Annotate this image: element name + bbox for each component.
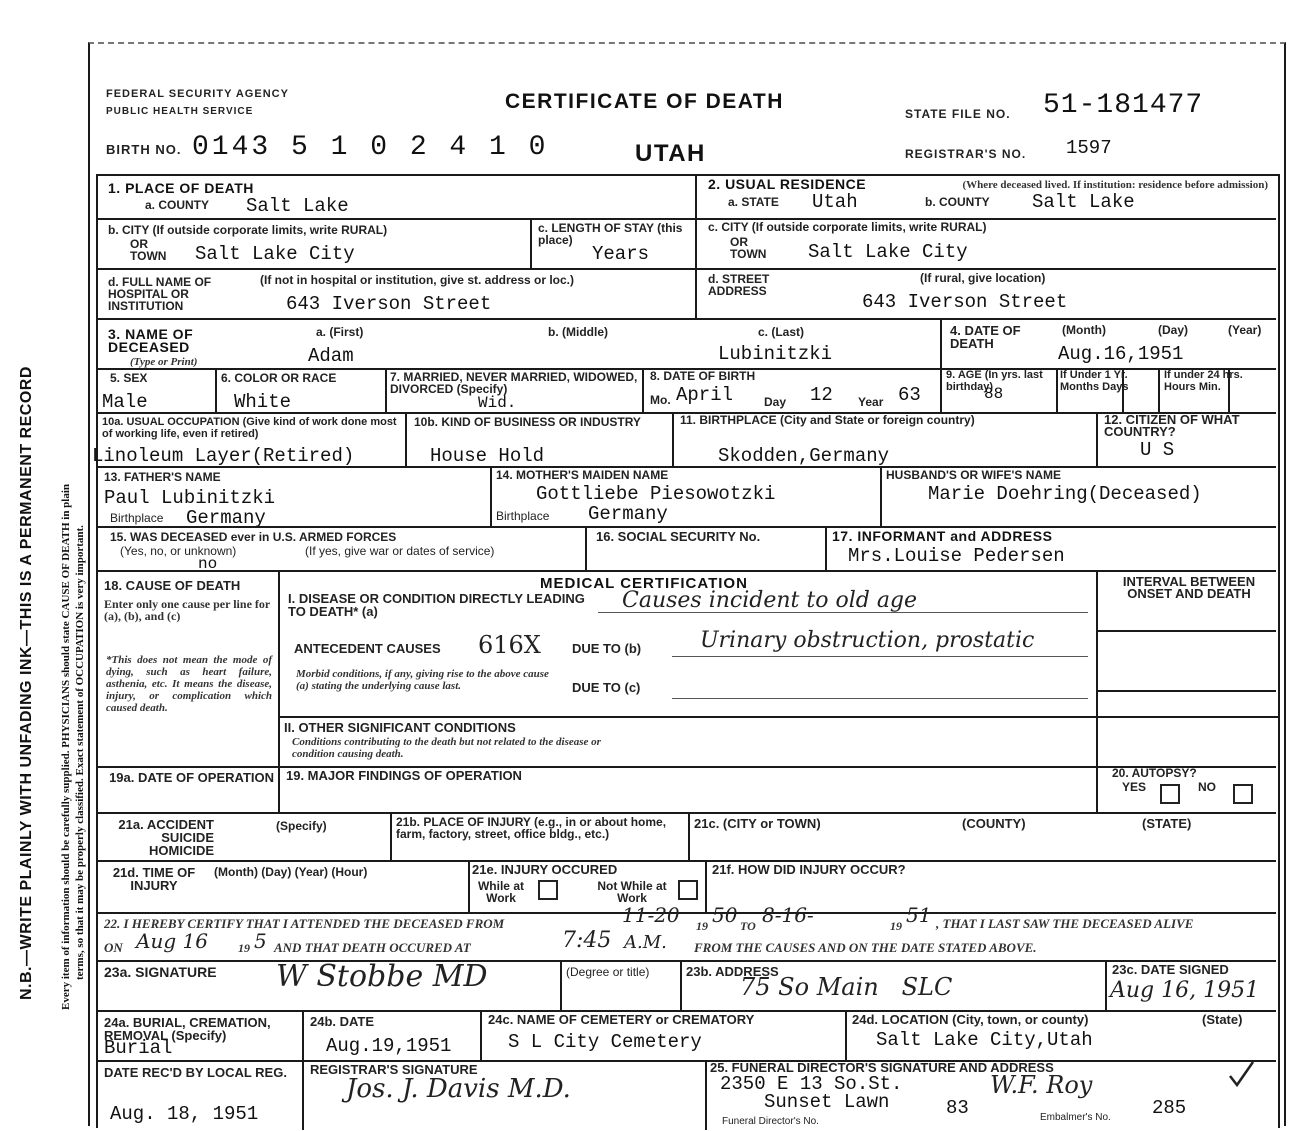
other-conditions-note: Conditions contributing to the death but not related to the disease or condition causing death. <box>292 736 601 760</box>
mother-name: Gottliebe Piesowotzki <box>536 483 776 505</box>
business: House Hold <box>430 445 545 467</box>
due-c-label: DUE TO (c) <box>572 680 641 695</box>
funeral-director-signature: W.F. Roy <box>990 1071 1093 1099</box>
injury-occurred-label: 21e. INJURY OCCURED <box>472 862 618 877</box>
cemetery-label: 24c. NAME OF CEMETERY or CREMATORY <box>488 1012 755 1027</box>
funeral-director-no: 83 <box>946 1097 969 1119</box>
registrar-signature-label: REGISTRAR'S SIGNATURE <box>310 1062 478 1077</box>
middle-label: b. (Middle) <box>548 325 608 339</box>
to-word: TO <box>740 919 756 933</box>
burial-date-label: 24b. DATE <box>310 1014 375 1029</box>
last-seen-date: Aug 16 <box>136 929 208 953</box>
last-name: Lubinitzki <box>718 343 833 365</box>
line-a-label: I. DISEASE OR CONDITION DIRECTLY LEADING TO DEATH* (a) <box>288 591 585 619</box>
due-b-label: DUE TO (b) <box>572 641 642 656</box>
how-injury-label: 21f. HOW DID INJURY OCCUR? <box>712 862 906 877</box>
on-year-prefix: 19 <box>238 941 250 955</box>
signature-label: 23a. SIGNATURE <box>104 964 217 980</box>
usual-residence-label: 2. USUAL RESIDENCE <box>708 176 867 192</box>
burial: Burial <box>104 1037 173 1059</box>
on-word: ON <box>104 940 123 955</box>
occupation: Linoleum Layer(Retired) <box>92 445 355 467</box>
dob-month: April <box>676 384 734 406</box>
certify-line-2-mid: AND THAT DEATH OCCURED AT <box>274 940 471 955</box>
state-file-label: STATE FILE NO. <box>905 107 1011 121</box>
address-label: 23b. ADDRESS <box>686 964 779 979</box>
burial-location: Salt Lake City,Utah <box>876 1029 1093 1051</box>
autopsy-no-label: NO <box>1198 780 1216 794</box>
marital-status: Wid. <box>478 394 517 412</box>
citizen: U S <box>1140 439 1175 461</box>
birth-number: 0143 5 1 0 2 4 1 0 <box>192 132 549 163</box>
location-label: 24d. LOCATION (City, town, or county) <box>852 1012 1089 1027</box>
attended-from: 11-20 <box>622 903 680 927</box>
burial-date: Aug.19,1951 <box>326 1035 452 1057</box>
race: White <box>234 391 292 413</box>
marital-label: 7. MARRIED, NEVER MARRIED, WIDOWED, DIVORCED (Specify) <box>390 370 638 396</box>
stay-label: c. LENGTH OF STAY (this place) <box>538 221 683 247</box>
time-of-injury-label: 21d. TIME OF INJURY <box>112 865 196 893</box>
while-at-work-label: While at Work <box>477 879 524 905</box>
dob-day: 12 <box>810 384 833 406</box>
cause-line-a: Causes incident to old age <box>622 588 918 613</box>
sex: Male <box>102 391 148 413</box>
autopsy-yes-label: YES <box>1122 780 1147 794</box>
state-file-number: 51-181477 <box>1043 90 1204 121</box>
instructions-line-2: terms, so that it may be properly classified. Exact statement of OCCUPATION is very important. <box>74 525 86 980</box>
operation-date-label: 19a. DATE OF OPERATION <box>109 770 274 785</box>
operation-findings-label: 19. MAJOR FINDINGS OF OPERATION <box>286 768 522 783</box>
injury-county-label: (COUNTY) <box>962 816 1026 831</box>
res-street: 643 Iverson Street <box>862 291 1068 313</box>
name-label: 3. NAME OF DECEASED <box>108 326 194 355</box>
date-recd: Aug. 18, 1951 <box>110 1103 259 1125</box>
registrar-number: 1597 <box>1066 137 1112 159</box>
occupation-label: 10a. USUAL OCCUPATION (Give kind of work done most of working life, even if retired) <box>102 416 397 440</box>
dob-year: 63 <box>898 384 921 406</box>
first-label: a. (First) <box>316 325 364 339</box>
res-county: Salt Lake <box>1032 191 1135 213</box>
res-street-note: (If rural, give location) <box>920 271 1046 285</box>
age-label: 9. AGE (In yrs. last birthday) <box>946 369 1043 393</box>
father-birthplace-label: Birthplace <box>110 511 164 525</box>
accident-label: 21a. ACCIDENT SUICIDE HOMICIDE <box>118 817 214 858</box>
physician-signature: W Stobbe MD <box>276 959 488 994</box>
hospital-note: (If not in hospital or institution, give st. address or loc.) <box>260 273 575 287</box>
father-birthplace: Germany <box>186 507 266 529</box>
morbid-note: Morbid conditions, if any, giving rise to the above cause (a) stating the underlying cause last. <box>296 668 549 692</box>
attended-to: 8-16- <box>762 903 814 927</box>
place-of-injury-label: 21b. PLACE OF INJURY (e.g., in or about home, farm, factory, street, office bldg., etc.) <box>396 815 667 841</box>
autopsy-no-checkbox[interactable] <box>1233 784 1253 804</box>
mother-birthplace-label: Birthplace <box>496 509 550 523</box>
date-of-death: Aug.16,1951 <box>1058 343 1184 365</box>
last-seen-year: 5 <box>254 929 267 953</box>
antecedent-code: 616X <box>478 631 541 659</box>
father-label: 13. FATHER'S NAME <box>104 470 221 484</box>
location-state-label: (State) <box>1202 1012 1243 1027</box>
dod-year-label: (Year) <box>1228 323 1262 337</box>
checkmark-icon <box>1226 1060 1256 1090</box>
first-name: Adam <box>308 345 354 367</box>
spouse-name: Marie Doehring(Deceased) <box>928 483 1202 505</box>
place-of-death-label: 1. PLACE OF DEATH <box>108 180 254 196</box>
time-parts-label: (Month) (Day) (Year) (Hour) <box>214 865 368 879</box>
res-street-label: d. STREET ADDRESS <box>708 272 770 298</box>
res-city: Salt Lake City <box>808 241 968 263</box>
instructions-line-1: Every item of information should be carefully supplied. PHYSICIANS should state CAUSE OF DEATH in plain <box>60 483 72 1010</box>
permanent-record-notice: N.B.—WRITE PLAINLY WITH UNFADING INK—THIS IS A PERMANENT RECORD <box>18 366 35 1000</box>
sex-label: 5. SEX <box>110 371 148 385</box>
injury-state-label: (STATE) <box>1142 816 1192 831</box>
not-while-at-work-label: Not While at Work <box>597 879 667 905</box>
res-or-town: OR TOWN <box>730 235 767 261</box>
birthplace-label: 11. BIRTHPLACE (City and State or foreign country) <box>680 413 975 427</box>
pod-city: Salt Lake City <box>195 243 355 265</box>
accident-specify: (Specify) <box>276 819 327 833</box>
citizen-label: 12. CITIZEN OF WHAT COUNTRY? <box>1104 412 1240 439</box>
embalmer-label: Embalmer's No. <box>1040 1112 1111 1123</box>
interval-label: INTERVAL BETWEEN ONSET AND DEATH <box>1122 574 1256 601</box>
armed-forces-note-2: (If yes, give war or dates of service) <box>305 544 495 558</box>
burial-label: 24a. BURIAL, CREMATION, REMOVAL (Specify) <box>104 1015 271 1043</box>
date-recd-label: DATE REC'D BY LOCAL REG. <box>104 1065 287 1080</box>
armed-forces-label: 15. WAS DECEASED ever in U.S. ARMED FORCES <box>110 530 397 544</box>
degree-label: (Degree or title) <box>566 965 650 979</box>
page-title: CERTIFICATE OF DEATH <box>505 90 784 113</box>
cause-footnote: *This does not mean the mode of dying, such as heart failure, asthenia, etc. It means the disease, injury, or complication which caused death. <box>106 654 272 714</box>
armed-forces-note: (Yes, no, or unknown) <box>120 544 237 558</box>
autopsy-label: 20. AUTOPSY? <box>1112 766 1197 780</box>
res-city-label: c. CITY (If outside corporate limits, write RURAL) <box>708 220 987 234</box>
birth-no-label: BIRTH NO. <box>106 142 182 157</box>
cause-line-b: Urinary obstruction, prostatic <box>700 628 1035 653</box>
funeral-director-label: 25. FUNERAL DIRECTOR'S SIGNATURE AND ADDRESS <box>710 1060 1054 1075</box>
embalmer-no: 285 <box>1152 1097 1187 1119</box>
res-state-label: a. STATE <box>728 195 779 209</box>
hospital: 643 Iverson Street <box>286 293 492 315</box>
residence-note: (Where deceased lived. If institution: residence before admission) <box>962 179 1268 191</box>
dod-day-label: (Day) <box>1158 323 1189 337</box>
armed-forces: no <box>198 555 218 573</box>
dob-mo-label: Mo. <box>650 393 671 407</box>
date-of-death-label: 4. DATE OF DEATH <box>950 323 1021 351</box>
registrar-signature: Jos. J. Davis M.D. <box>346 1074 571 1104</box>
to-year-prefix: 19 <box>890 919 902 933</box>
attended-from-year: 50 <box>712 903 738 927</box>
cause-of-death-label: 18. CAUSE OF DEATH <box>104 578 241 593</box>
name-note: (Type or Print) <box>130 356 198 368</box>
pod-county-label: a. COUNTY <box>145 198 210 212</box>
birthplace: Skodden,Germany <box>718 445 890 467</box>
time-ampm: A.M. <box>624 932 667 953</box>
age: 88 <box>984 385 1004 403</box>
date-signed: Aug 16, 1951 <box>1110 978 1260 1003</box>
pod-or-town: OR TOWN <box>130 237 167 263</box>
injury-city-label: 21c. (CITY or TOWN) <box>694 816 821 831</box>
stay: Years <box>592 243 650 265</box>
state-name: UTAH <box>635 140 706 167</box>
business-label: 10b. KIND OF BUSINESS OR INDUSTRY <box>414 415 641 429</box>
mother-label: 14. MOTHER'S MAIDEN NAME <box>496 468 669 482</box>
cemetery: S L City Cemetery <box>508 1031 702 1053</box>
race-label: 6. COLOR OR RACE <box>221 371 337 385</box>
other-conditions-label: II. OTHER SIGNIFICANT CONDITIONS <box>284 720 516 735</box>
under-24hrs-label: If under 24 hrs. Hours Min. <box>1164 369 1243 393</box>
medical-certification-title: MEDICAL CERTIFICATION <box>540 575 748 592</box>
certify-line-1-prefix: 22. I HEREBY CERTIFY THAT I ATTENDED THE DECEASED FROM <box>104 916 505 931</box>
funeral-address: 2350 E 13 So.St. <box>720 1073 903 1095</box>
res-state: Utah <box>812 191 858 213</box>
funeral-home: Sunset Lawn <box>764 1091 890 1113</box>
pod-city-label: b. CITY (If outside corporate limits, write RURAL) <box>108 223 388 237</box>
under-1yr-label: If Under 1 Yr. Months Days <box>1060 369 1129 393</box>
last-label: c. (Last) <box>758 325 805 339</box>
hospital-label: d. FULL NAME OF HOSPITAL OR INSTITUTION <box>108 275 212 313</box>
time-of-death: 7:45 <box>562 928 612 953</box>
date-signed-label: 23c. DATE SIGNED <box>1112 962 1229 977</box>
certify-line-2-suffix: FROM THE CAUSES AND ON THE DATE STATED ABOVE. <box>694 940 1037 955</box>
agency-line-1: FEDERAL SECURITY AGENCY <box>106 88 289 100</box>
antecedent-label: ANTECEDENT CAUSES <box>294 641 441 656</box>
informant: Mrs.Louise Pedersen <box>848 545 1065 567</box>
dod-month-label: (Month) <box>1062 323 1106 337</box>
cause-instructions: Enter only one cause per line for (a), (b), and (c) <box>104 597 270 623</box>
attended-to-year: 51 <box>906 903 932 927</box>
father-name: Paul Lubinitzki <box>104 487 276 509</box>
from-year-prefix: 19 <box>696 919 708 933</box>
not-while-at-work-checkbox[interactable] <box>678 880 698 900</box>
spouse-label: HUSBAND'S OR WIFE'S NAME <box>886 468 1062 482</box>
dob-day-label: Day <box>764 395 787 409</box>
agency-line-2: PUBLIC HEALTH SERVICE <box>106 106 254 117</box>
physician-address: 75 So Main SLC <box>740 973 953 1001</box>
while-at-work-checkbox[interactable] <box>538 880 558 900</box>
autopsy-yes-checkbox[interactable] <box>1160 784 1180 804</box>
informant-label: 17. INFORMANT and ADDRESS <box>832 528 1053 544</box>
registrar-no-label: REGISTRAR'S NO. <box>905 147 1027 161</box>
dob-year-label: Year <box>858 395 884 409</box>
funeral-director-no-label: Funeral Director's No. <box>722 1116 819 1127</box>
res-county-label: b. COUNTY <box>925 195 990 209</box>
ssn-label: 16. SOCIAL SECURITY No. <box>596 529 761 544</box>
pod-county: Salt Lake <box>246 195 349 217</box>
dob-label: 8. DATE OF BIRTH <box>650 369 756 383</box>
certify-line-1-suffix: , THAT I LAST SAW THE DECEASED ALIVE <box>936 916 1194 931</box>
mother-birthplace: Germany <box>588 503 668 525</box>
